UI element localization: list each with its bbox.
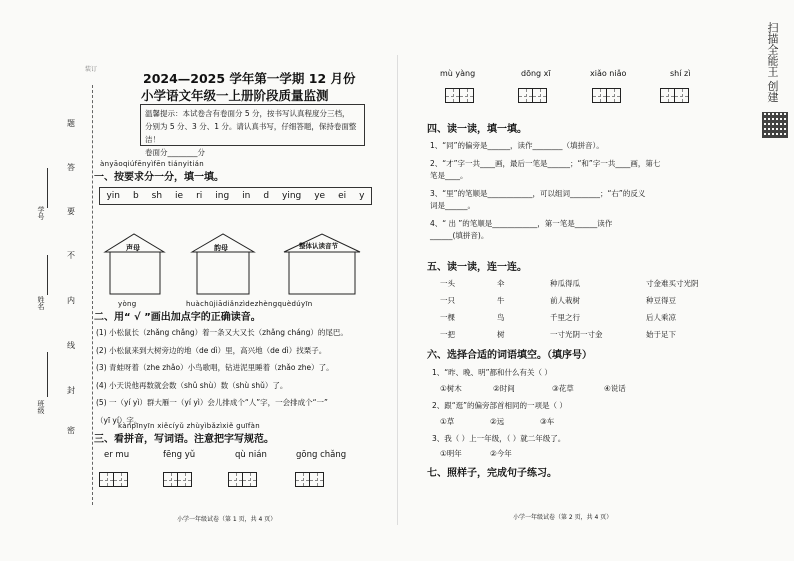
question-item: 2、“才”字一共____画，最后一笔是______；“和”字一共____画，第七: [430, 158, 661, 168]
writing-grid[interactable]: [518, 88, 546, 103]
writing-grid[interactable]: [592, 88, 620, 103]
option[interactable]: ②时间: [493, 384, 515, 393]
question-item: 3、我（ ）上一年级，（ ）就二年级了。: [432, 434, 566, 443]
match-item[interactable]: 树: [497, 330, 505, 339]
section6-heading: 六、选择合适的词语填空。（填序号）: [427, 350, 592, 361]
option[interactable]: ①草: [440, 417, 455, 426]
syllable: sh: [151, 191, 163, 201]
notice-line: 温馨提示：本试卷含有卷面分 5 分，按书写认真程度分三档，: [145, 109, 350, 118]
binding-word: 内: [67, 296, 75, 305]
syllable: ri: [196, 191, 203, 201]
word-pinyin: qù nián: [235, 450, 267, 460]
binding-word: 密: [67, 426, 75, 435]
notice-line: 分别为 5 分、3 分、1 分。请认真书写，仔细答题，保持卷面整洁！: [145, 122, 357, 144]
name-label: 姓名: [37, 296, 45, 310]
syllable: ing: [215, 191, 230, 201]
student-id-blank: [47, 168, 48, 208]
match-item[interactable]: 后人乘凉: [646, 313, 676, 322]
match-item[interactable]: 始于足下: [646, 330, 676, 339]
question-item: ______(填拼音)。: [430, 231, 489, 240]
exam-title: 2024—2025 学年第一学期 12 月份: [143, 71, 356, 86]
question-item: （yī yí）字。: [96, 415, 142, 425]
match-item[interactable]: 牛: [497, 296, 505, 305]
match-item[interactable]: 寸金难买寸光阴: [646, 279, 699, 288]
option[interactable]: ①明年: [440, 449, 462, 458]
section4-heading: 四、读一读，填一填。: [427, 124, 527, 135]
question-item: (5) 一（yí yì）群大雁一（yí yì）会儿排成个“人”字，一会排成个“一”: [96, 398, 328, 407]
section2-heading: 二、用“ √ ”画出加点字的正确读音。: [94, 312, 261, 323]
binding-word: 不: [67, 251, 75, 260]
binding-word: 要: [67, 207, 75, 216]
scanner-watermark: 扫描全能王 创建: [766, 22, 779, 103]
notice-box: [140, 104, 365, 157]
writing-grid[interactable]: [295, 472, 323, 487]
word-pinyin: shí zì: [670, 69, 691, 78]
question-item: 词是______。: [430, 201, 475, 210]
match-item[interactable]: 一把: [440, 330, 455, 339]
house-label: 韵母: [214, 244, 228, 252]
syllable-row: [99, 187, 372, 205]
match-item[interactable]: 一棵: [440, 313, 455, 322]
section7-heading: 七、照样子，完成句子练习。: [427, 468, 557, 479]
match-item[interactable]: 种瓜得瓜: [550, 279, 580, 288]
question-item: 3、“里”的笔顺是____________，可以组词________；“右”的反义: [430, 188, 646, 198]
word-pinyin: fēng yǔ: [163, 450, 196, 460]
question-item: 1、“同”的偏旁是______，读作________（填拼音）。: [430, 141, 604, 150]
match-item[interactable]: 一头: [440, 279, 455, 288]
page-footer: 小学一年级试卷（第 1 页，共 4 页）: [177, 516, 277, 523]
option[interactable]: ①树木: [440, 384, 462, 393]
class-label: 班级: [37, 400, 45, 414]
house-label: 声母: [126, 244, 140, 252]
writing-grid[interactable]: [163, 472, 191, 487]
writing-grid[interactable]: [445, 88, 473, 103]
section4-items: [430, 140, 760, 243]
qr-code-icon: [762, 112, 788, 138]
section1-heading: 一、按要求分一分，填一填。: [94, 172, 224, 183]
syllable: ie: [175, 191, 184, 201]
writing-grid[interactable]: [228, 472, 256, 487]
word-pinyin: gōng chǎng: [296, 450, 347, 460]
binding-word: 题: [67, 119, 75, 128]
section3-pinyin: kànpīnyīn xiěcíyǔ zhùyìbǎzìxiě guīfàn: [118, 422, 260, 430]
question-item: (2) 小松鼠来到大树旁边的地（de dì）里，高兴地（de dì）找栗子。: [96, 345, 327, 355]
section2-pinyin: yòng: [118, 300, 137, 308]
house-boxes: [102, 230, 372, 296]
question-item: 笔是____。: [430, 171, 468, 180]
word-pinyin: mù yàng: [440, 69, 476, 78]
corner-mark: 装订: [85, 66, 98, 73]
match-item[interactable]: 种豆得豆: [646, 296, 676, 305]
word-pinyin: er mu: [104, 450, 130, 460]
syllable: d: [263, 191, 270, 201]
class-blank: [47, 352, 48, 397]
syllable: ye: [314, 191, 326, 201]
syllable: ei: [338, 191, 347, 201]
binding-word: 封: [67, 386, 75, 395]
match-item[interactable]: 千里之行: [550, 313, 580, 322]
question-item: 1、“昨、晚、明”都和什么有关（ ）: [432, 368, 552, 377]
binding-word: 答: [67, 163, 75, 172]
option[interactable]: ③车: [540, 417, 555, 426]
match-item[interactable]: 一寸光阴一寸金: [550, 330, 603, 339]
syllable: y: [359, 191, 365, 201]
notice-line: 卷面分________分: [145, 148, 205, 157]
syllable: ying: [282, 191, 302, 201]
name-blank: [47, 255, 48, 295]
option[interactable]: ②今年: [490, 449, 512, 458]
word-pinyin: xiǎo niǎo: [590, 69, 627, 78]
section3-heading: 三、看拼音，写词语。注意把字写规范。: [94, 434, 274, 445]
option[interactable]: ②远: [490, 417, 505, 426]
option[interactable]: ③花草: [552, 384, 574, 393]
question-item: (3) 青蛙呀着（zhe zhǎo）小鸟歌唱，钻进泥里睡着（zhǎo zhe）了。: [96, 363, 334, 372]
option[interactable]: ④说话: [604, 384, 626, 393]
exam-subtitle: 小学语文年级一上册阶段质量监测: [141, 88, 329, 103]
match-item[interactable]: 前人栽树: [550, 296, 580, 305]
match-item[interactable]: 伞: [497, 279, 505, 288]
section5-heading: 五、读一读，连一连。: [427, 262, 527, 273]
binding-word: 线: [67, 341, 75, 350]
question-item: 4、“ 出 ”的笔顺是____________，第一笔是______读作: [430, 218, 613, 228]
section1-pinyin: ànyāoqiúfēnyìfēn tiányitián: [100, 160, 205, 168]
writing-grid[interactable]: [99, 472, 127, 487]
writing-grid[interactable]: [660, 88, 688, 103]
syllable: in: [242, 191, 251, 201]
syllable: yin: [106, 191, 121, 201]
house-label: 整体认读音节: [299, 242, 338, 250]
question-item: 2、跟“逛”的偏旁部首相同的一项是（ ）: [432, 401, 567, 410]
page-footer: 小学一年级试卷（第 2 页，共 4 页）: [513, 514, 613, 521]
question-item: (4) 小天说他再数就会数（shǔ shù）数（shù shǔ）了。: [96, 380, 288, 390]
section2-pinyin: huàchūjiādiǎnzìdezhèngquèdúyīn: [186, 300, 313, 308]
student-id-label: 学号: [37, 206, 45, 220]
match-item[interactable]: 一只: [440, 296, 455, 305]
match-item[interactable]: 鸟: [497, 313, 505, 322]
word-pinyin: dōng xī: [521, 69, 551, 78]
syllable: b: [132, 191, 139, 201]
page-divider: [397, 55, 398, 525]
section2-items: [96, 324, 396, 429]
question-item: (1) 小松鼠长（zhǎng chǎng）着一条又大又长（zhǎng cháng）的尾巴。: [96, 328, 348, 337]
